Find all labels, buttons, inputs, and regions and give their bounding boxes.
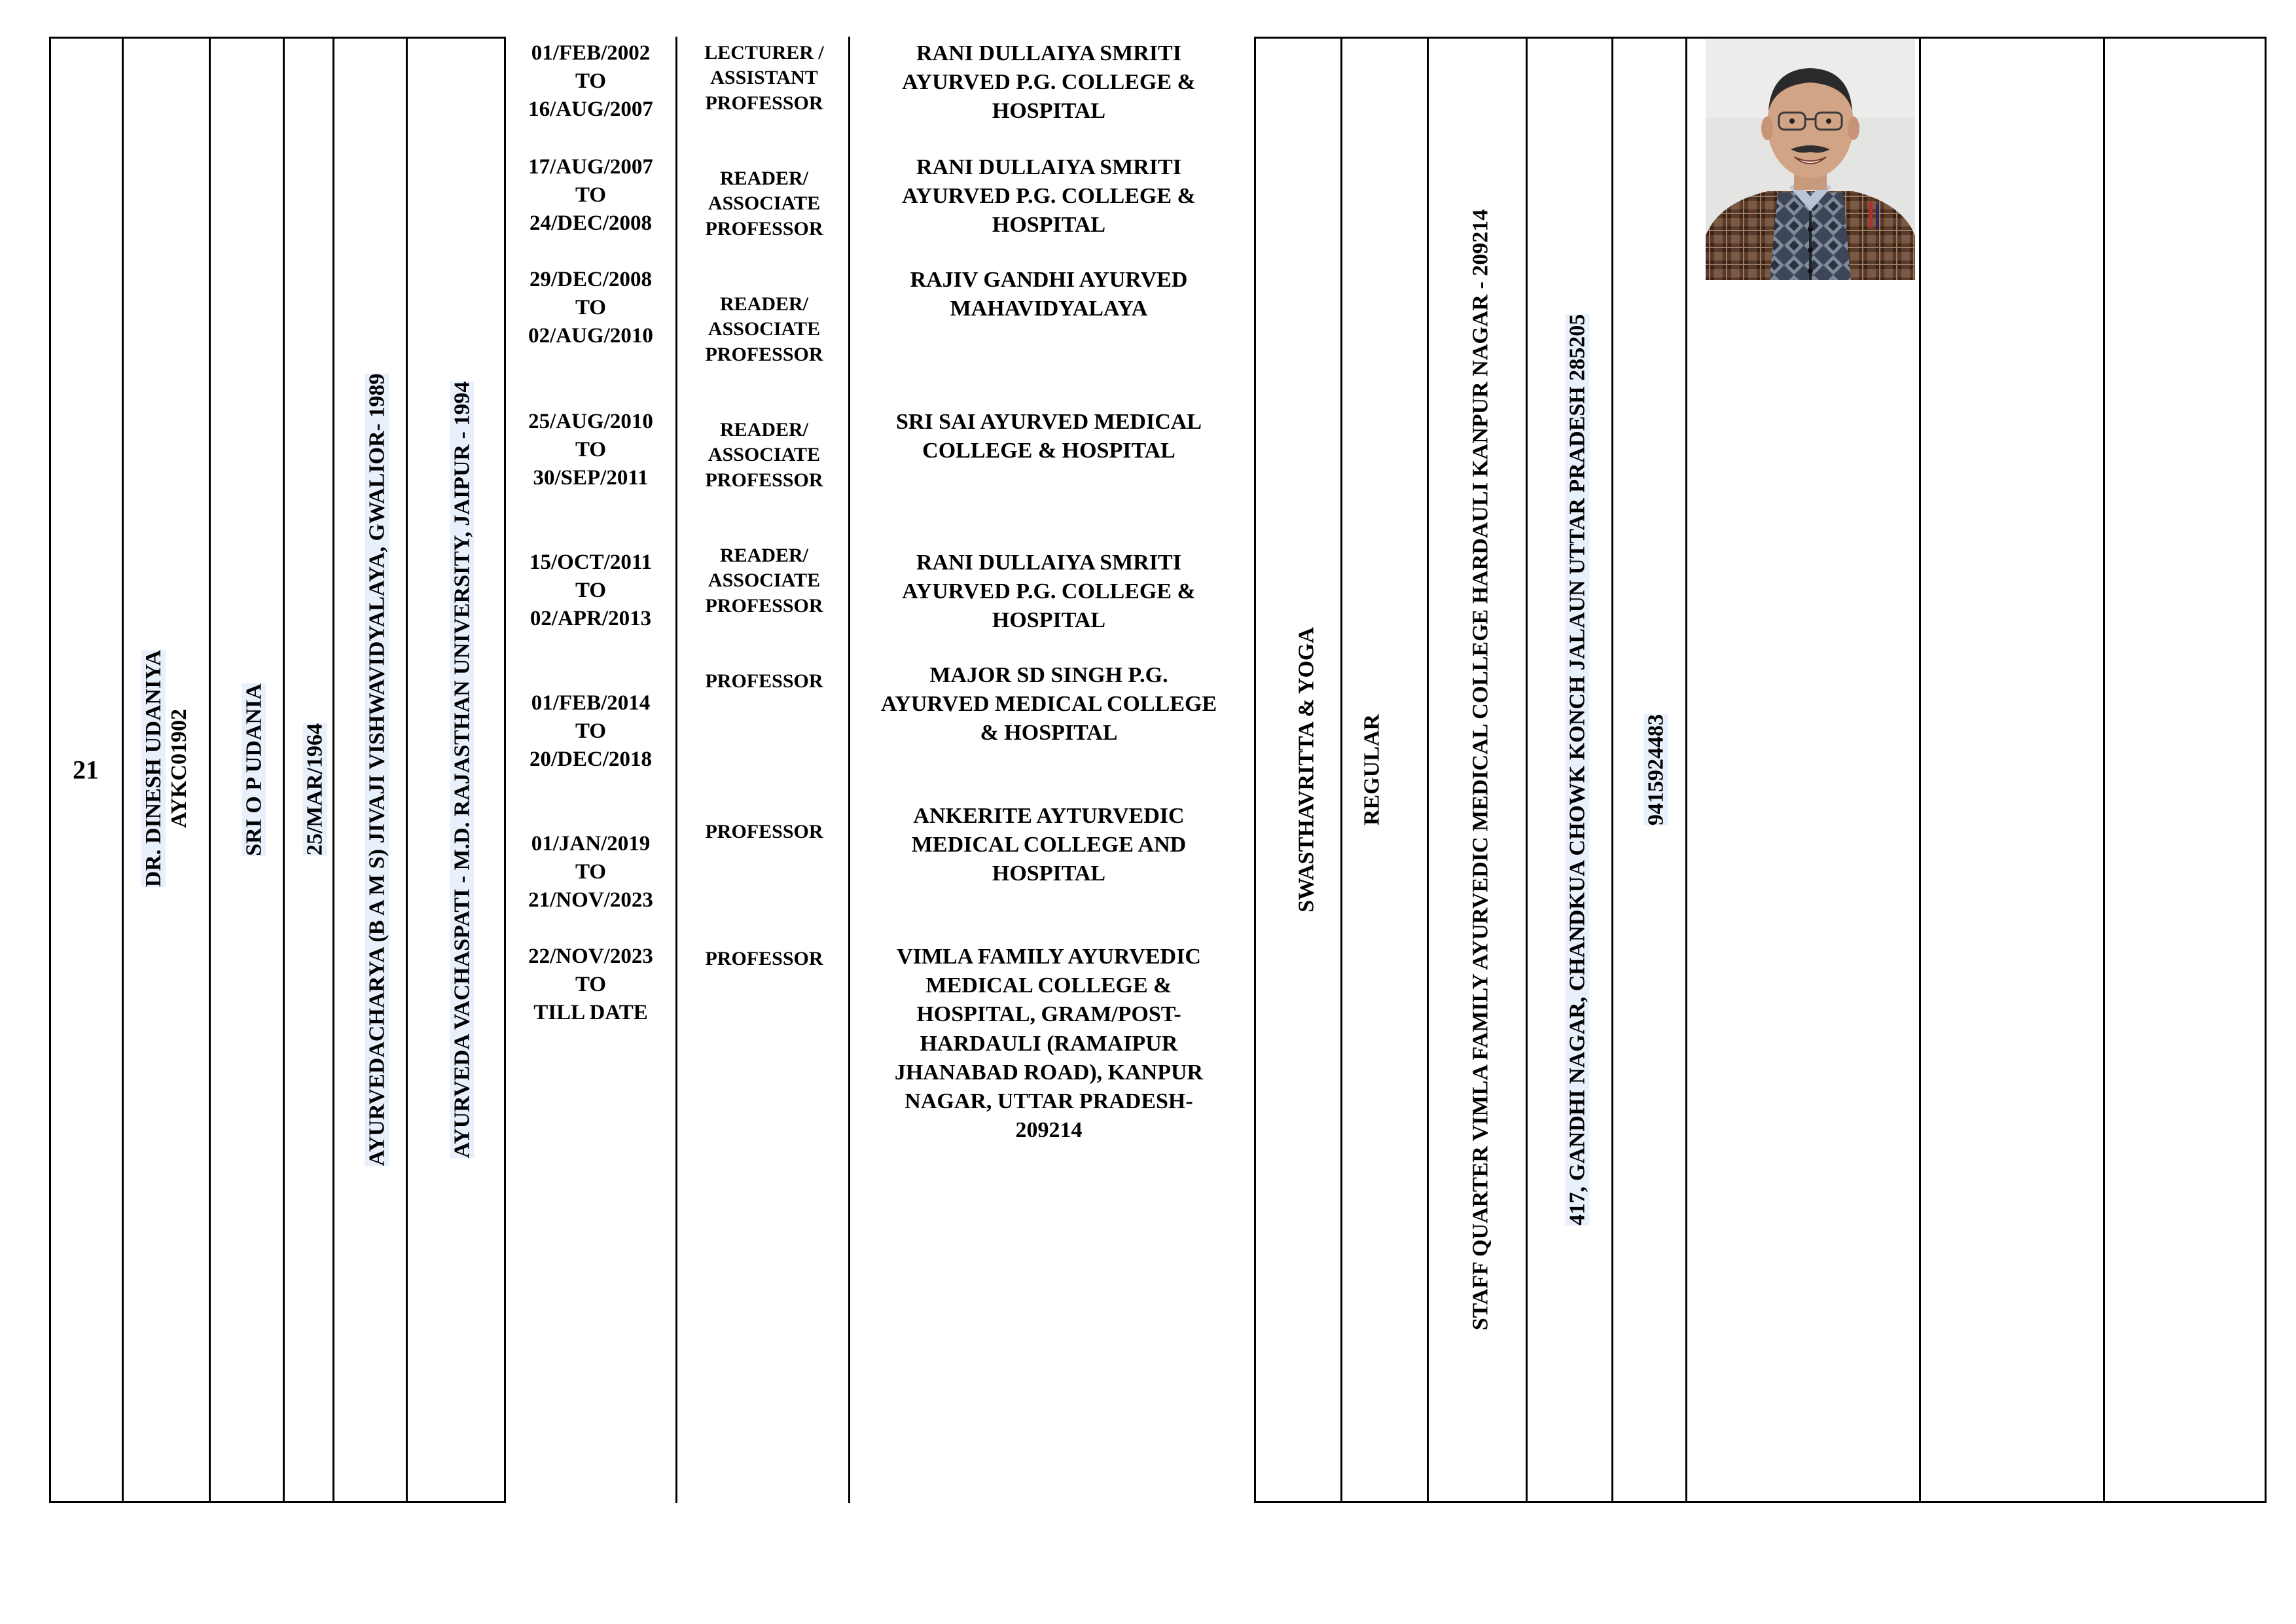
institution-line: AYURVED P.G. COLLEGE &	[902, 184, 1196, 209]
institution-line: VIMLA FAMILY AYURVEDIC	[897, 945, 1201, 969]
designation-cell	[684, 543, 844, 619]
col-divider	[2265, 37, 2267, 1503]
period-cell	[511, 689, 671, 774]
period-to-word: TO	[575, 859, 607, 884]
ug-qualification: AYURVEDACHARYA (B A M S) JIVAJI VISHWAVIDYALAYA, GWALIOR- 1989	[365, 373, 389, 1166]
period-to: 24/DEC/2008	[529, 211, 652, 235]
doctor-name: DR. DINESH UDANIYA	[141, 649, 166, 888]
institution-line: HOSPITAL	[992, 861, 1106, 886]
designation-line: PROFESSOR	[705, 343, 823, 365]
department: SWASTHAVRITTA & YOGA	[1294, 627, 1319, 912]
designation-cell	[684, 166, 844, 242]
designation-line: ASSOCIATE	[708, 318, 821, 340]
institution-cell	[857, 266, 1240, 323]
institution-line: RANI DULLAIYA SMRITI	[916, 155, 1181, 179]
designation-cell	[684, 820, 844, 844]
col-divider	[1340, 37, 1342, 1503]
name-and-registration	[141, 650, 192, 887]
institution-line: JHANABAD ROAD), KANPUR	[894, 1060, 1204, 1085]
institution-line: MEDICAL COLLEGE AND	[911, 833, 1187, 857]
designation-line: READER/	[719, 168, 808, 189]
institution-line: HOSPITAL, GRAM/POST-	[916, 1002, 1181, 1027]
period-to: 02/APR/2013	[529, 606, 652, 630]
period-from: 01/FEB/2014	[531, 691, 651, 715]
profile-photo	[1706, 39, 1915, 280]
designation-line: READER/	[719, 293, 808, 315]
portrait-image	[1706, 39, 1915, 280]
period-cell	[511, 549, 671, 633]
col-divider	[283, 37, 285, 1503]
institution-line: AYURVED MEDICAL COLLEGE	[880, 692, 1217, 717]
period-to-word: TO	[575, 295, 607, 319]
period-from: 29/DEC/2008	[529, 268, 652, 291]
designation-line: READER/	[719, 419, 808, 441]
designation-cell	[684, 947, 844, 971]
permanent-address: 417, GANDHI NAGAR, CHANDKUA CHOWK KONCH JALAUN UTTAR PRADESH 285205	[1565, 314, 1590, 1226]
father-name: SRI O P UDANIA	[242, 683, 266, 856]
institution-cell	[857, 943, 1240, 1145]
institution-line: & HOSPITAL	[980, 721, 1118, 746]
pg-qualification: AYURVEDA VACHASPATI - M.D. RAJASTHAN UNIVERSITY, JAIPUR - 1994	[450, 381, 475, 1159]
period-from: 25/AUG/2010	[528, 410, 653, 433]
institution-line: MAJOR SD SINGH P.G.	[929, 663, 1168, 687]
period-to: 02/AUG/2010	[528, 323, 653, 348]
designation-line: READER/	[719, 545, 808, 566]
institution-cell	[857, 153, 1240, 240]
col-divider	[1526, 37, 1528, 1503]
period-to-word: TO	[575, 69, 607, 93]
institution-line: RAJIV GANDHI AYURVED	[910, 268, 1188, 292]
designation-line: ASSOCIATE	[708, 444, 821, 466]
institution-line: RANI DULLAIYA SMRITI	[916, 41, 1181, 65]
designation-line: PROFESSOR	[705, 217, 823, 240]
col-divider	[504, 37, 506, 1503]
designation-line: ASSISTANT	[710, 67, 818, 89]
col-divider	[1919, 37, 1921, 1503]
col-divider	[848, 37, 850, 1503]
period-to: TILL DATE	[533, 1000, 648, 1024]
period-cell	[511, 39, 671, 124]
designation-cell	[684, 669, 844, 694]
institution-cell	[857, 802, 1240, 889]
period-to: 30/SEP/2011	[533, 465, 649, 490]
institution-cell	[857, 408, 1240, 465]
col-divider	[49, 37, 51, 1503]
institution-line: AYURVED P.G. COLLEGE &	[902, 70, 1196, 95]
designation-line: PROFESSOR	[705, 92, 823, 114]
institution-line: COLLEGE & HOSPITAL	[922, 439, 1175, 463]
designation-line: ASSOCIATE	[708, 569, 821, 592]
designation-line: PROFESSOR	[705, 948, 823, 969]
period-to-word: TO	[575, 437, 607, 461]
period-from: 01/FEB/2002	[531, 41, 651, 65]
institution-line: HOSPITAL	[992, 99, 1106, 124]
col-divider	[1254, 37, 1256, 1503]
period-from: 15/OCT/2011	[529, 550, 653, 574]
period-to-word: TO	[575, 183, 607, 207]
designation-line: LECTURER /	[704, 42, 824, 63]
period-to-word: TO	[575, 972, 607, 996]
period-cell	[511, 408, 671, 492]
col-divider	[332, 37, 334, 1503]
institution-line: SRI SAI AYURVED MEDICAL	[895, 410, 1202, 434]
institution-line: MEDICAL COLLEGE &	[925, 973, 1172, 998]
period-to: 20/DEC/2018	[529, 747, 652, 771]
col-divider	[2103, 37, 2105, 1503]
institution-line: HOSPITAL	[992, 213, 1106, 238]
period-from: 01/JAN/2019	[531, 832, 651, 856]
designation-line: PROFESSOR	[705, 821, 823, 842]
institution-line: AYURVED P.G. COLLEGE &	[902, 579, 1196, 604]
institution-line: NAGAR, UTTAR PRADESH-	[905, 1089, 1193, 1113]
designation-cell	[684, 418, 844, 493]
period-from: 22/NOV/2023	[528, 945, 653, 968]
date-of-birth: 25/MAR/1964	[302, 723, 327, 856]
institution-line: HARDAULI (RAMAIPUR	[920, 1031, 1178, 1056]
institution-line: ANKERITE AYTURVEDIC	[913, 804, 1185, 828]
institution-line: RANI DULLAIYA SMRITI	[916, 550, 1181, 575]
col-divider	[1685, 37, 1687, 1503]
institution-line: 209214	[1015, 1118, 1083, 1143]
designation-cell	[684, 41, 844, 116]
institution-cell	[857, 549, 1240, 636]
col-divider	[122, 37, 124, 1503]
period-cell	[511, 153, 671, 238]
present-address: STAFF QUARTER VIMLA FAMILY AYURVEDIC MEDICAL COLLEGE HARDAULI KANPUR NAGAR - 209214	[1468, 209, 1493, 1331]
period-cell	[511, 943, 671, 1027]
period-to: 16/AUG/2007	[528, 97, 653, 121]
period-to: 21/NOV/2023	[528, 888, 653, 912]
designation-line: PROFESSOR	[705, 670, 823, 692]
col-divider	[675, 37, 677, 1503]
institution-line: HOSPITAL	[992, 608, 1106, 633]
period-cell	[511, 266, 671, 350]
right-block-top-border	[1254, 37, 2266, 39]
col-divider	[406, 37, 408, 1503]
employment-type: REGULAR	[1359, 713, 1384, 826]
institution-cell	[857, 661, 1240, 748]
period-cell	[511, 830, 671, 914]
institution-line: MAHAVIDYALAYA	[950, 297, 1148, 321]
registration-number: AYKC01902	[167, 709, 191, 829]
designation-cell	[684, 292, 844, 367]
designation-line: PROFESSOR	[705, 469, 823, 491]
col-divider	[1611, 37, 1613, 1503]
serial-number: 21	[73, 755, 99, 785]
col-divider	[209, 37, 211, 1503]
designation-line: ASSOCIATE	[708, 192, 821, 215]
col-divider	[1427, 37, 1429, 1503]
left-block-bottom-border	[49, 1501, 506, 1503]
designation-line: PROFESSOR	[705, 594, 823, 617]
period-to-word: TO	[575, 578, 607, 602]
period-to-word: TO	[575, 719, 607, 743]
mobile-number: 9415924483	[1643, 714, 1668, 825]
left-block-top-border	[49, 37, 506, 39]
period-from: 17/AUG/2007	[528, 155, 653, 179]
institution-cell	[857, 39, 1240, 126]
right-block-bottom-border	[1254, 1501, 2266, 1503]
